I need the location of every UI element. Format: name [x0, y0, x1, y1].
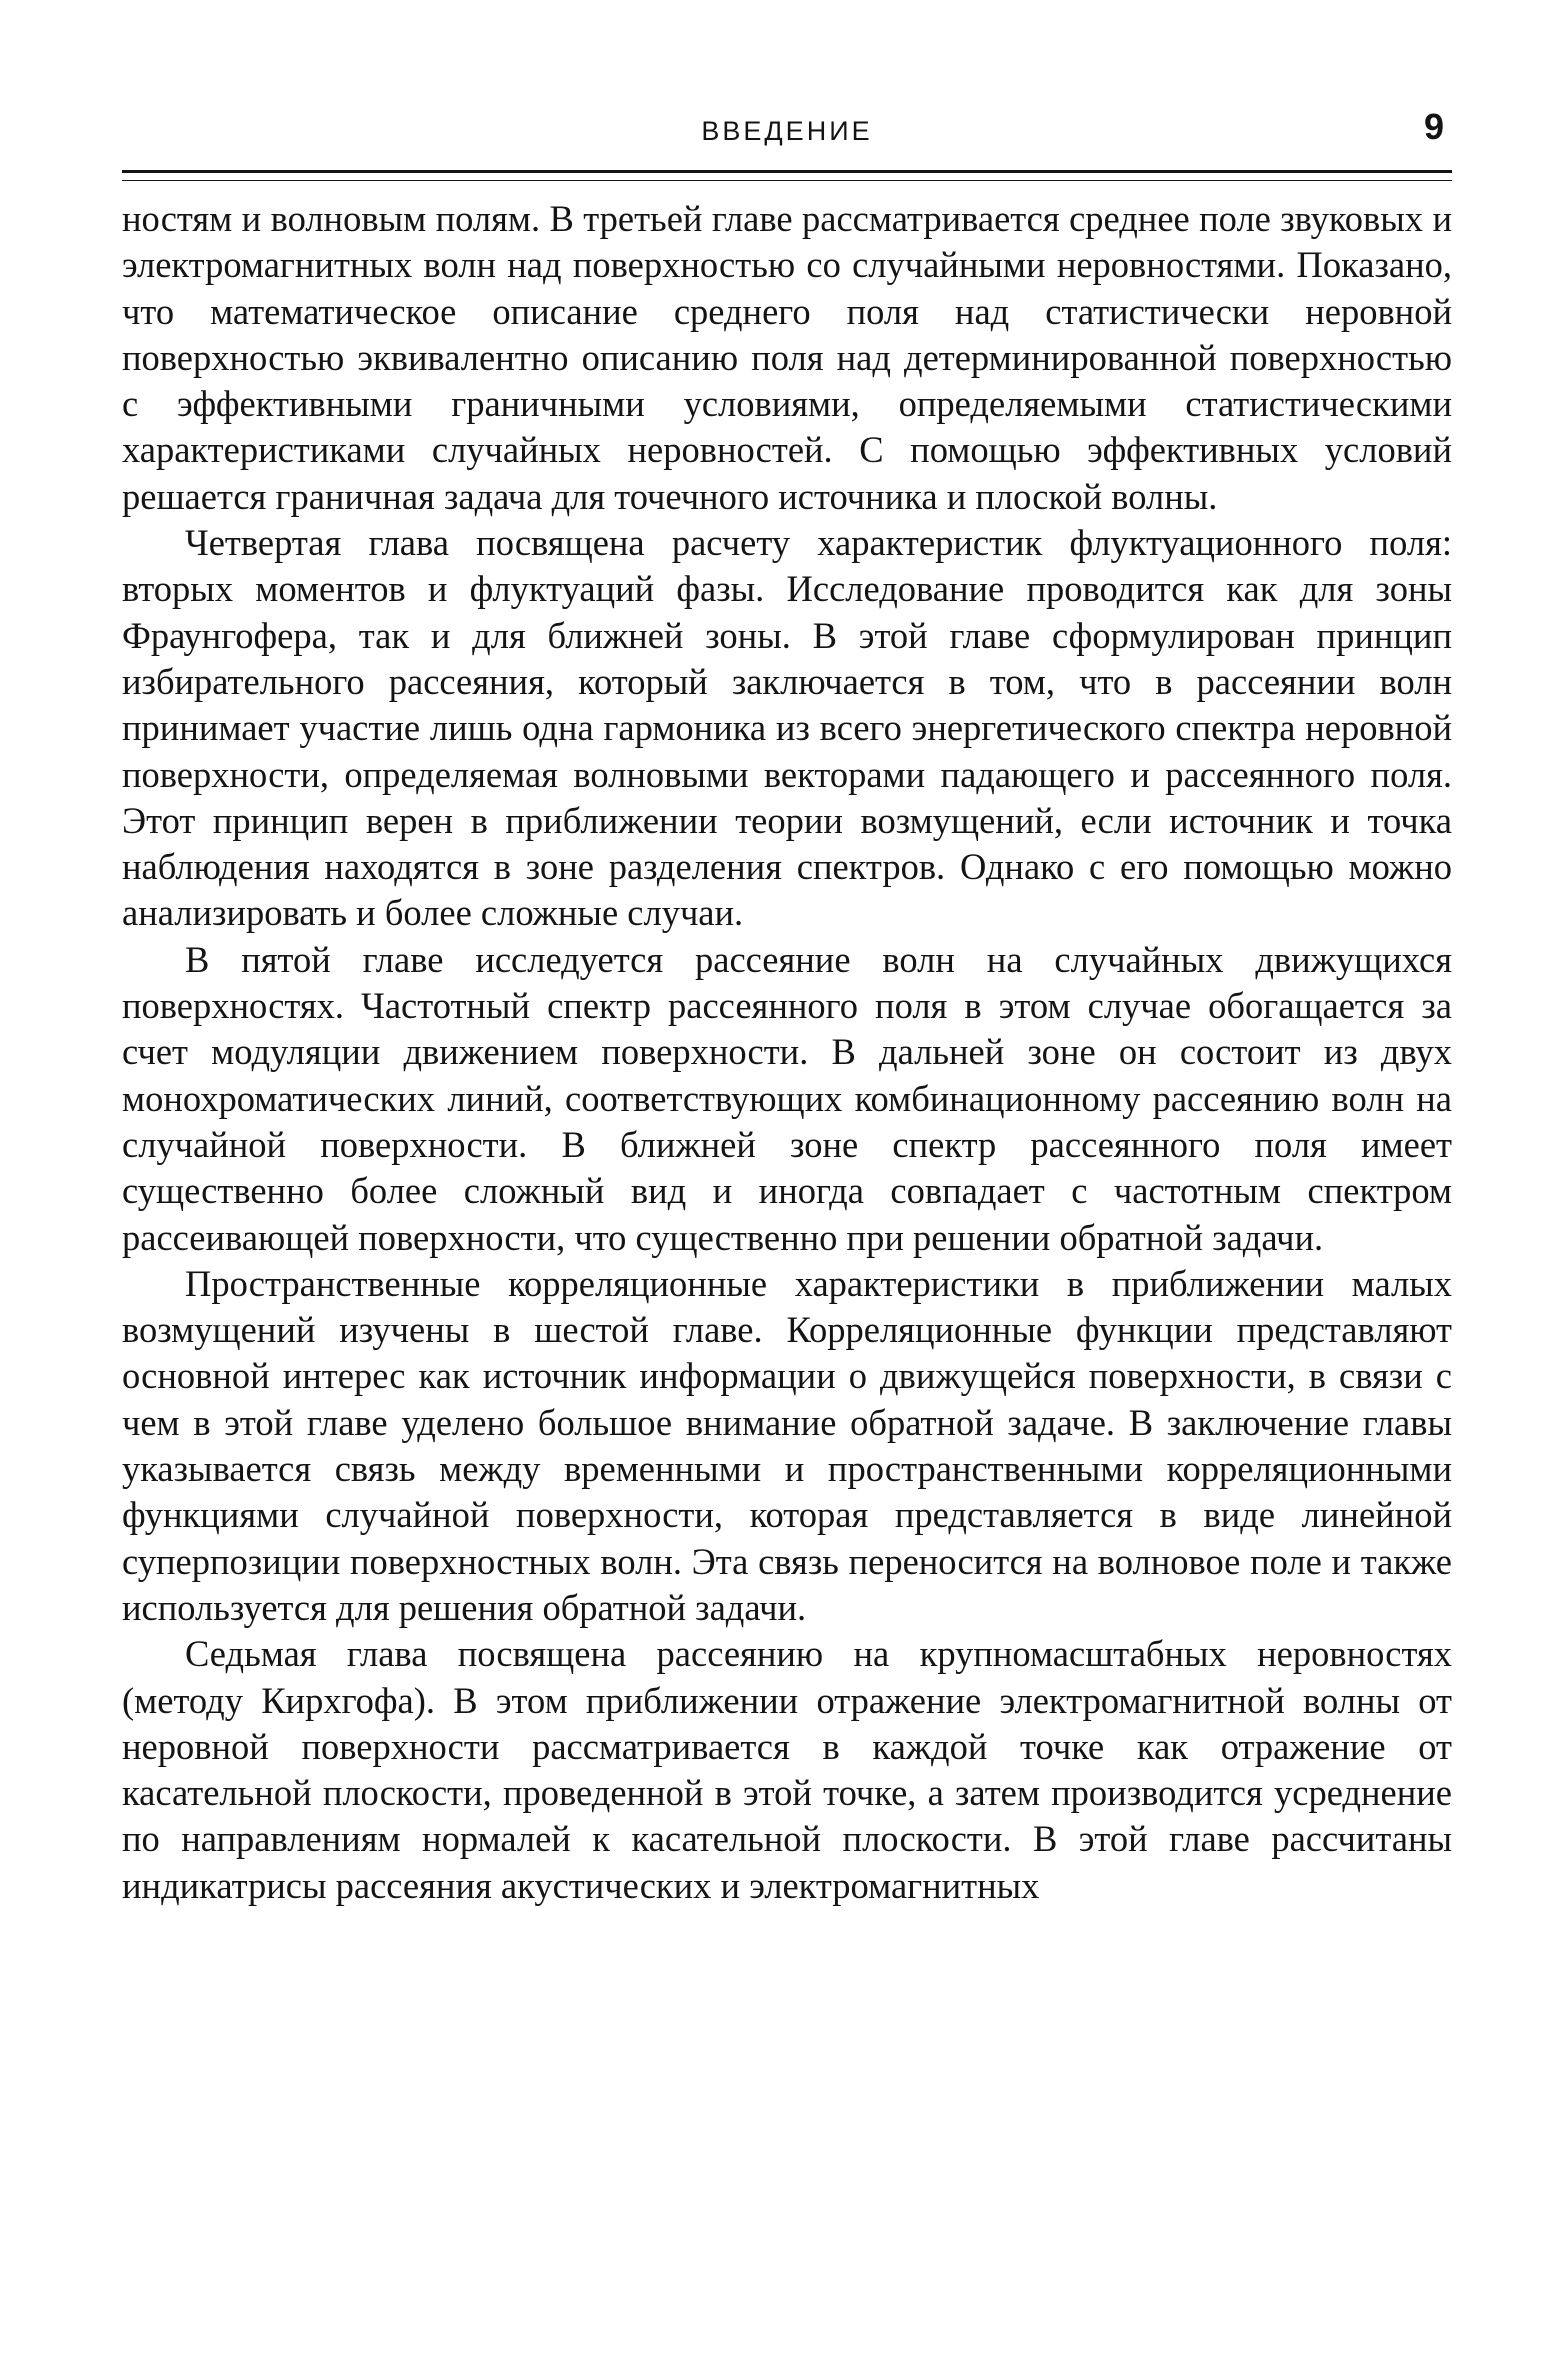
paragraph-continued: ностям и волновым полям. В третьей главе рассматривается среднее поле звуковых и электромагнитных волн над поверхностью со случайными неровностями. Показано, что математическое описание среднего поля над статистически неровной поверхностью эквивалентно описанию поля над детерминированной поверхностью с эффективными граничными условиями, определяемыми статистическими характеристиками случайных неровностей. С помощью эффективных условий решается граничная задача для точечного источника и плоской волны. [122, 198, 1452, 517]
paragraph-chapter-five: В пятой главе исследуется рассеяние волн на случайных движущихся поверхностях. Частотный спектр рассеянного поля в этом случае обогащается за счет модуляции движением поверхности. В дальней зоне он состоит из двух монохроматических линий, соответствующих комбинационному рассеянию волн на случайной поверхности. В ближней зоне спектр рассеянного поля имеет существенно более сложный вид и иногда совпадает с частотным спектром рассеивающей поверхности, что существенно при решении обратной задачи. [122, 938, 1452, 1258]
paragraph-chapter-four: Четвертая глава посвящена расчету характеристик флуктуационного поля: вторых моментов и флуктуаций фазы. Исследование проводится как для зоны Фраунгофера, так и для ближней зоны. В этой главе сформулирован принцип избирательного рассеяния, который заключается в том, что в рассеянии волн принимает участие лишь одна гармоника из всего энергетического спектра неровной поверхности, определяемая волновыми векторами падающего и рассеянного поля. Этот принцип верен в приближении теории возмущений, если источник и точка наблюдения находятся в зоне разделения спектров. Однако с его помощью можно анализировать и более сложные случаи. [122, 522, 1452, 934]
running-title: ВВЕДЕНИЕ [701, 116, 873, 146]
paragraph-chapter-six: Пространственные корреляционные характеристики в приближении малых возмущений изучены в шестой главе. Корреляционные функции представляют основной интерес как источник информации о движущейся поверхности, в связи с чем в этой главе уделено большое внимание обратной задаче. В заключение главы указывается связь между временными и пространственными корреляционными функциями случайной поверхности, которая представляется в виде линейной суперпозиции поверхностных волн. Эта связь переносится на волновое поле и также используется для решения обратной задачи. [122, 1262, 1452, 1628]
header-rule-thick [122, 170, 1452, 173]
body-text [122, 196, 1452, 2326]
page-number: 9 [1423, 106, 1444, 147]
header-rule-thin [122, 180, 1452, 181]
running-head [122, 106, 1452, 152]
paragraph-chapter-seven: Седьмая глава посвящена рассеянию на крупномасштабных неровностях (методу Кирхгофа). В этом приближении отражение электромагнитной волны от неровной поверхности рассматривается в каждой точке как отражение от касательной плоскости, проведенной в этой точке, а затем производится усреднение по направлениям нормалей к касательной плоскости. В этой главе рассчитаны индикатрисы рассеяния акустических и электромагнитных [122, 1633, 1452, 1906]
